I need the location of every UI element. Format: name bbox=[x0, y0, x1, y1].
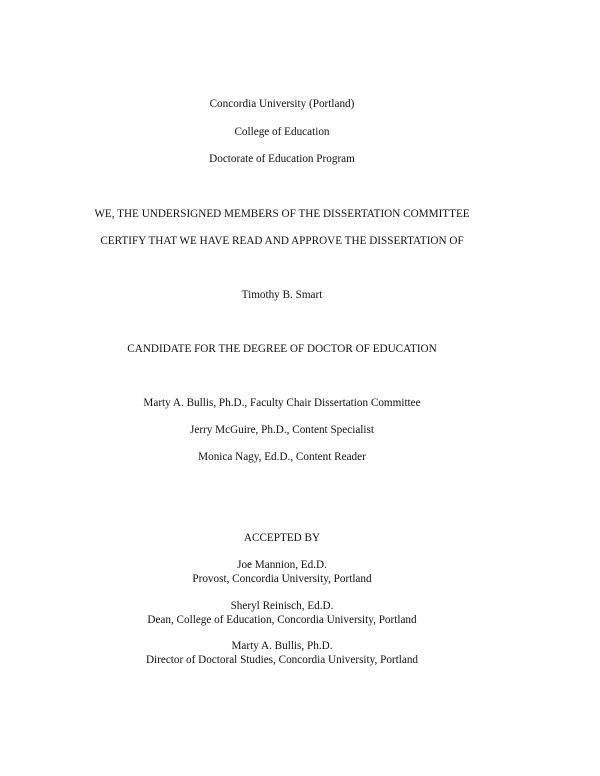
committee-member: Marty A. Bullis, Ph.D., Faculty Chair Dissertation Committee bbox=[143, 397, 421, 409]
signer-title: Provost, Concordia University, Portland bbox=[192, 573, 372, 585]
signer-name: Joe Mannion, Ed.D. bbox=[237, 559, 327, 571]
degree-line: CANDIDATE FOR THE DEGREE OF DOCTOR OF EDUCATION bbox=[127, 343, 437, 355]
signer-title: Dean, College of Education, Concordia University, Portland bbox=[147, 614, 417, 626]
statement-line-2: CERTIFY THAT WE HAVE READ AND APPROVE THE DISSERTATION OF bbox=[100, 235, 464, 247]
candidate-name: Timothy B. Smart bbox=[241, 289, 323, 301]
college-name: College of Education bbox=[234, 126, 330, 138]
signer-name: Sheryl Reinisch, Ed.D. bbox=[230, 600, 334, 612]
accepted-heading: ACCEPTED BY bbox=[243, 532, 321, 544]
program-name: Doctorate of Education Program bbox=[209, 153, 355, 165]
statement-line-1: WE, THE UNDERSIGNED MEMBERS OF THE DISSERTATION COMMITTEE bbox=[94, 208, 470, 220]
signer-name: Marty A. Bullis, Ph.D. bbox=[231, 640, 333, 652]
university-name: Concordia University (Portland) bbox=[209, 98, 355, 110]
committee-member: Monica Nagy, Ed.D., Content Reader bbox=[198, 451, 366, 463]
signer-title: Director of Doctoral Studies, Concordia University, Portland bbox=[145, 654, 419, 666]
committee-member: Jerry McGuire, Ph.D., Content Specialist bbox=[190, 424, 374, 436]
